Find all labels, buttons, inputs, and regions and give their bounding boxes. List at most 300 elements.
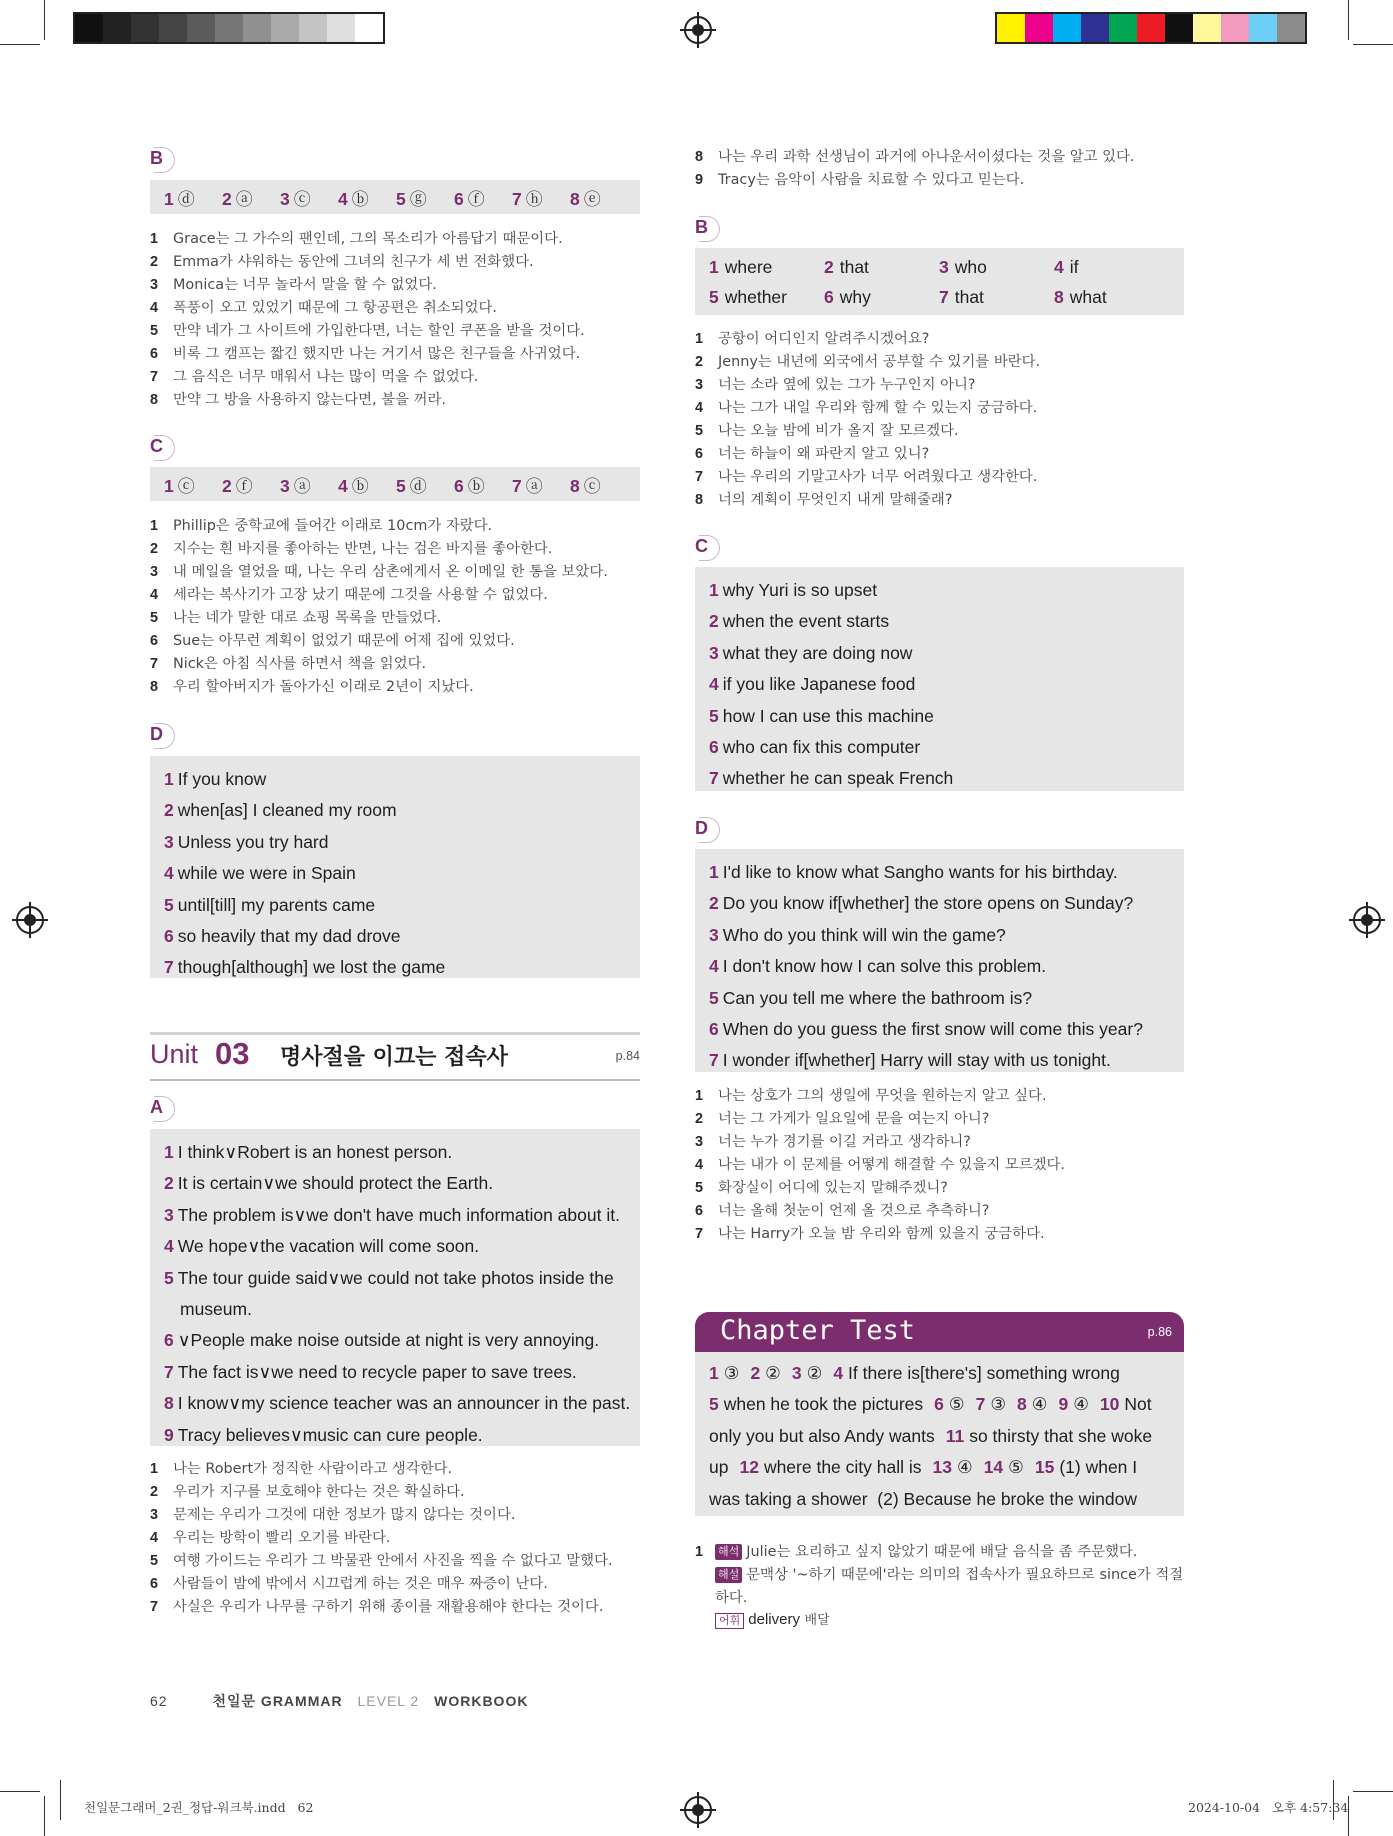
answer-item bbox=[338, 185, 396, 210]
answer-choice: ⓒ bbox=[583, 476, 601, 497]
item-number: 5 bbox=[164, 1267, 174, 1288]
c-answer-line bbox=[709, 732, 1170, 763]
answer-number: 2 bbox=[222, 475, 232, 496]
d-answer-line bbox=[709, 951, 1170, 982]
commentary-tag: 해설 bbox=[715, 1567, 742, 1583]
translation-text: 너는 소라 옆에 있는 그가 누구인지 아니? bbox=[718, 377, 976, 393]
ct-answer: so thirsty that she woke bbox=[969, 1425, 1153, 1446]
unit-number: 03 bbox=[215, 1036, 250, 1071]
d-answer-line bbox=[164, 764, 626, 795]
item-number: 5 bbox=[709, 286, 719, 307]
item-number: 3 bbox=[939, 256, 949, 277]
item-number: 1 bbox=[709, 862, 719, 882]
answer-choice: ⓗ bbox=[525, 189, 543, 210]
item-text: when the event starts bbox=[722, 611, 890, 632]
item-number: 9 bbox=[164, 1424, 174, 1445]
answer-choice: ⓐ bbox=[235, 189, 253, 210]
translation-number: 6 bbox=[150, 346, 159, 362]
d-answer-line bbox=[709, 920, 1170, 951]
answer-number: 6 bbox=[454, 475, 464, 496]
item-text: why Yuri is so upset bbox=[722, 580, 878, 600]
a-answer-line bbox=[164, 1325, 626, 1356]
item-number: 6 bbox=[164, 925, 174, 946]
translation-text: 나는 우리의 기말고사가 너무 어려웠다고 생각한다. bbox=[718, 469, 1038, 485]
gray-swatch bbox=[299, 14, 327, 42]
item-text: how I can use this machine bbox=[722, 705, 934, 726]
translation-line bbox=[695, 1200, 1065, 1223]
item-text: The problem is∨we don't have much information about it. bbox=[177, 1204, 620, 1225]
crop-mark bbox=[1353, 44, 1393, 45]
chapter-test-line-3 bbox=[709, 1421, 1170, 1452]
translation-line bbox=[150, 343, 585, 366]
footer-book: WORKBOOK bbox=[434, 1693, 529, 1709]
translation-number: 7 bbox=[150, 369, 159, 385]
translation-number: 5 bbox=[150, 610, 159, 626]
gray-swatch bbox=[327, 14, 355, 42]
color-swatch bbox=[1221, 14, 1249, 42]
b-answer-item bbox=[939, 257, 1054, 278]
translation-line bbox=[695, 1177, 1065, 1200]
translation-text: 나는 내가 이 문제를 어떻게 해결할 수 있을지 모르겠다. bbox=[718, 1157, 1066, 1173]
translation-line bbox=[695, 1131, 1065, 1154]
answer-choice: ⓐ bbox=[525, 476, 543, 497]
translation-text: 화장실이 어디에 있는지 말해주겠니? bbox=[718, 1180, 948, 1196]
answer-number: 4 bbox=[338, 475, 348, 496]
ct-answer: (1) when I bbox=[1059, 1457, 1138, 1478]
crop-mark bbox=[44, 1796, 45, 1836]
answer-number: 4 bbox=[338, 188, 348, 209]
translation-number: 3 bbox=[695, 1134, 704, 1150]
translation-line bbox=[150, 630, 608, 653]
translation-line bbox=[695, 146, 1135, 169]
translation-number: 2 bbox=[695, 354, 704, 370]
item-number: 2 bbox=[709, 611, 719, 632]
answer-choice: ⓒ bbox=[293, 189, 311, 210]
translation-text: 우리는 방학이 빨리 오기를 바란다. bbox=[173, 1530, 391, 1546]
item-number: 5 bbox=[164, 894, 174, 915]
translation-line bbox=[150, 676, 608, 699]
translation-number: 3 bbox=[150, 1507, 159, 1523]
item-number: 7 bbox=[709, 1050, 719, 1071]
translation-line bbox=[150, 1573, 613, 1596]
answer-item bbox=[280, 472, 338, 497]
section-b-translations bbox=[150, 228, 585, 412]
c-answer-line bbox=[709, 669, 1170, 700]
c-answer-line bbox=[709, 606, 1170, 637]
chapter-test-answer-box bbox=[695, 1352, 1184, 1516]
translation-number: 8 bbox=[695, 149, 704, 165]
chapter-test-header bbox=[695, 1312, 1184, 1352]
answer-item bbox=[222, 185, 280, 210]
answer-number: 5 bbox=[396, 475, 406, 496]
item-number: 4 bbox=[164, 1236, 174, 1257]
answer-number: 2 bbox=[222, 188, 232, 209]
c-answer-line bbox=[709, 638, 1170, 669]
item-number: 4 bbox=[709, 674, 719, 695]
section-c-answer-box bbox=[150, 467, 640, 501]
item-text: whether bbox=[724, 286, 787, 307]
translation-number: 3 bbox=[150, 277, 159, 293]
item-number: 4 bbox=[164, 863, 174, 884]
b-answer-item bbox=[709, 257, 824, 278]
item-number: 2 bbox=[164, 1173, 174, 1194]
registration-mark-top-icon bbox=[684, 16, 712, 44]
ct-number: 4 bbox=[833, 1363, 844, 1383]
item-number: 5 bbox=[709, 705, 719, 726]
translation-line bbox=[150, 1596, 613, 1619]
translation-number: 9 bbox=[695, 172, 704, 188]
translation-number: 6 bbox=[695, 446, 704, 462]
d-answer-line bbox=[164, 952, 626, 983]
translation-number: 1 bbox=[695, 331, 704, 347]
item-text: why bbox=[839, 286, 871, 307]
color-swatch bbox=[1277, 14, 1305, 42]
translation-number: 6 bbox=[150, 1576, 159, 1592]
answer-choice: ⓑ bbox=[467, 476, 485, 497]
translation-line bbox=[150, 1458, 613, 1481]
ct-answer: Not bbox=[1124, 1394, 1152, 1415]
translation-number: 3 bbox=[695, 377, 704, 393]
ct-number: 9 bbox=[1058, 1394, 1069, 1415]
chapter-test-line-2 bbox=[709, 1389, 1170, 1420]
answer-choice: ⓐ bbox=[293, 476, 311, 497]
item-text: that bbox=[839, 256, 869, 277]
translation-number: 2 bbox=[695, 1111, 704, 1127]
section-a-label: A bbox=[150, 1097, 174, 1121]
a-answer-line bbox=[164, 1294, 626, 1325]
d-answer-line bbox=[709, 1045, 1170, 1076]
vocab-meaning: 배달 bbox=[804, 1613, 830, 1629]
page-footer bbox=[150, 1691, 528, 1711]
translation-text: 여행 가이드는 우리가 그 박물관 안에서 사진을 찍을 수 없다고 말했다. bbox=[173, 1553, 613, 1569]
ct-answer: ⑤ bbox=[1008, 1457, 1024, 1478]
translation-number: 5 bbox=[150, 1553, 159, 1569]
translation-line bbox=[695, 1223, 1065, 1246]
translation-line bbox=[695, 397, 1040, 420]
translation-text: 사람들이 밤에 밖에서 시끄럽게 하는 것은 매우 짜증이 난다. bbox=[173, 1576, 548, 1592]
item-text: The tour guide said∨we could not take photos inside the bbox=[177, 1267, 614, 1288]
translation-text: 나는 우리 과학 선생님이 과거에 아나운서이셨다는 것을 알고 있다. bbox=[718, 149, 1135, 165]
d-answer-line bbox=[164, 827, 626, 858]
translation-line bbox=[695, 1085, 1065, 1108]
explanation-number: 1 bbox=[695, 1544, 704, 1560]
a-answer-line bbox=[164, 1357, 626, 1388]
translation-number: 8 bbox=[150, 679, 159, 695]
answer-number: 1 bbox=[164, 188, 174, 209]
ct-answer: ④ bbox=[1031, 1394, 1048, 1415]
crop-mark bbox=[44, 0, 45, 40]
ct-number: 11 bbox=[945, 1425, 965, 1446]
item-number: 7 bbox=[164, 1361, 174, 1382]
chapter-test-page-ref: p.86 bbox=[1147, 1325, 1172, 1339]
answer-item bbox=[512, 185, 570, 210]
item-text: who can fix this computer bbox=[722, 736, 921, 757]
answer-item bbox=[396, 185, 454, 210]
a-answer-line bbox=[164, 1388, 631, 1419]
color-swatch bbox=[997, 14, 1025, 42]
translation-line bbox=[150, 561, 608, 584]
translation-text: 우리 할아버지가 돌아가신 이래로 2년이 지났다. bbox=[173, 679, 474, 695]
translation-line bbox=[150, 607, 608, 630]
translation-number: 6 bbox=[150, 633, 159, 649]
item-text: what bbox=[1069, 286, 1107, 307]
ct-number: 12 bbox=[739, 1457, 759, 1478]
answer-choice: ⓒ bbox=[177, 476, 195, 497]
item-number: 1 bbox=[709, 580, 719, 600]
section-a-translations-continued bbox=[695, 146, 1135, 192]
item-text: ∨People make noise outside at night is very annoying. bbox=[177, 1330, 600, 1351]
item-text: I wonder if[whether] Harry will stay with us tonight. bbox=[722, 1050, 1111, 1071]
translation-text: 공항이 어디인지 알려주시겠어요? bbox=[718, 331, 930, 347]
translation-line bbox=[150, 584, 608, 607]
translation-text: 나는 오늘 밤에 비가 올지 잘 모르겠다. bbox=[718, 423, 959, 439]
item-number: 2 bbox=[824, 256, 834, 277]
translation-text: 나는 네가 말한 대로 쇼핑 목록을 만들었다. bbox=[173, 610, 442, 626]
chapter-test-title: Chapter Test bbox=[720, 1315, 916, 1346]
translation-text: 사실은 우리가 나무를 구하기 위해 종이를 재활용해야 한다는 것이다. bbox=[173, 1599, 604, 1615]
a-answer-line bbox=[164, 1137, 626, 1168]
explanation-commentary: 문맥상 '~하기 때문에'라는 의미의 접속사가 필요하므로 since가 적절 bbox=[746, 1566, 1184, 1583]
item-number: 2 bbox=[164, 800, 174, 821]
d-answer-line bbox=[709, 1014, 1170, 1045]
right-section-c-label: C bbox=[695, 536, 719, 560]
translation-line bbox=[695, 1108, 1065, 1131]
ct-number: 2 bbox=[750, 1363, 761, 1383]
item-number: 7 bbox=[939, 286, 949, 307]
registration-mark-left-icon bbox=[16, 906, 44, 934]
translation-line bbox=[150, 1504, 613, 1527]
item-number: 3 bbox=[709, 924, 719, 945]
item-text: When do you guess the first snow will come this year? bbox=[722, 1018, 1143, 1039]
translation-text: Emma가 샤워하는 동안에 그녀의 친구가 세 번 전화했다. bbox=[173, 254, 534, 270]
answer-item bbox=[222, 472, 280, 497]
translation-line bbox=[150, 228, 585, 251]
answer-number: 7 bbox=[512, 188, 522, 209]
ct-number: 1 bbox=[709, 1363, 719, 1383]
page-number: 62 bbox=[150, 1693, 168, 1709]
d-answer-line bbox=[164, 890, 626, 921]
item-text: when[as] I cleaned my room bbox=[177, 800, 397, 821]
ct-answer: ④ bbox=[1073, 1394, 1089, 1415]
answer-item bbox=[164, 472, 222, 497]
ct-answer: ⑤ bbox=[948, 1394, 965, 1415]
item-text: while we were in Spain bbox=[177, 863, 356, 884]
ct-number: 8 bbox=[1017, 1394, 1027, 1415]
translation-number: 4 bbox=[695, 400, 704, 416]
translation-number: 1 bbox=[150, 231, 159, 247]
gray-swatch bbox=[187, 14, 215, 42]
right-section-d-label: D bbox=[695, 818, 719, 842]
translation-line bbox=[150, 251, 585, 274]
answer-number: 6 bbox=[454, 188, 464, 209]
item-number: 1 bbox=[164, 769, 174, 789]
item-number: 7 bbox=[164, 957, 174, 978]
translation-number: 4 bbox=[150, 300, 159, 316]
item-number: 6 bbox=[824, 286, 834, 307]
translation-text: 우리가 지구를 보호해야 한다는 것은 확실하다. bbox=[173, 1484, 465, 1500]
item-text: The fact is∨we need to recycle paper to save trees. bbox=[177, 1361, 577, 1382]
translation-line bbox=[695, 351, 1040, 374]
translation-number: 8 bbox=[695, 492, 704, 508]
gray-swatch bbox=[215, 14, 243, 42]
item-text: If you know bbox=[177, 769, 267, 789]
color-swatch bbox=[1081, 14, 1109, 42]
section-d-label: D bbox=[150, 724, 174, 748]
ct-answer: ② bbox=[806, 1363, 823, 1383]
translation-text: Tracy는 음악이 사람을 치료할 수 있다고 믿는다. bbox=[718, 172, 1025, 188]
translation-number: 7 bbox=[150, 656, 159, 672]
ct-number: 5 bbox=[709, 1394, 719, 1415]
b-answer-item bbox=[939, 287, 1054, 308]
ct-answer: If there is[there's] something wrong bbox=[848, 1363, 1120, 1383]
translation-number: 5 bbox=[695, 1180, 704, 1196]
vocab-tag: 어휘 bbox=[715, 1613, 744, 1629]
translation-text: 나는 그가 내일 우리와 함께 할 수 있는지 궁금하다. bbox=[718, 400, 1038, 416]
answer-choice: ⓖ bbox=[409, 189, 427, 210]
a-answer-line bbox=[164, 1263, 626, 1294]
unit-label: Unit bbox=[150, 1039, 199, 1069]
item-text: what they are doing now bbox=[722, 642, 913, 663]
translation-text: Nick은 아침 식사를 하면서 책을 읽었다. bbox=[173, 656, 427, 672]
item-number: 6 bbox=[164, 1330, 174, 1351]
b-answer-item bbox=[709, 287, 824, 308]
ct-number: 3 bbox=[791, 1363, 802, 1383]
item-text: Do you know if[whether] the store opens on Sunday? bbox=[722, 893, 1134, 914]
item-text: that bbox=[954, 286, 984, 307]
translation-text: 문제는 우리가 그것에 대한 정보가 많지 않다는 것이다. bbox=[173, 1507, 516, 1523]
d-answer-line bbox=[164, 795, 626, 826]
translation-text: Grace는 그 가수의 팬인데, 그의 목소리가 아름답기 때문이다. bbox=[173, 231, 563, 247]
answer-choice: ⓔ bbox=[583, 189, 601, 210]
translation-text: Phillip은 중학교에 들어간 이래로 10cm가 자랐다. bbox=[173, 518, 493, 534]
translation-text: 너는 하늘이 왜 파란지 알고 있니? bbox=[718, 446, 930, 462]
translation-text: 나는 Robert가 정직한 사람이라고 생각한다. bbox=[173, 1461, 453, 1477]
item-text: if you like Japanese food bbox=[722, 674, 916, 695]
crop-mark bbox=[1348, 0, 1349, 40]
item-text: It is certain∨we should protect the Earth. bbox=[177, 1173, 494, 1194]
answer-number: 8 bbox=[570, 188, 580, 209]
crop-mark bbox=[1353, 1791, 1393, 1792]
translation-line bbox=[695, 169, 1135, 192]
item-number: 8 bbox=[164, 1393, 174, 1414]
ct-answer: up bbox=[709, 1457, 729, 1478]
answer-number: 1 bbox=[164, 475, 174, 496]
item-text: Who do you think will win the game? bbox=[722, 924, 1006, 945]
translation-line bbox=[695, 489, 1040, 512]
translation-line bbox=[150, 297, 585, 320]
explanation-block bbox=[695, 1541, 1190, 1633]
gray-swatch bbox=[159, 14, 187, 42]
translation-number: 7 bbox=[695, 469, 704, 485]
translation-text: 폭풍이 오고 있었기 때문에 그 항공편은 취소되었다. bbox=[173, 300, 497, 316]
item-text: Can you tell me where the bathroom is? bbox=[722, 987, 1033, 1008]
section-b-answer-box bbox=[150, 180, 640, 214]
item-number: 4 bbox=[709, 956, 719, 977]
footer-level: LEVEL 2 bbox=[357, 1693, 420, 1709]
translation-number: 2 bbox=[150, 541, 159, 557]
item-text: I'd like to know what Sangho wants for his birthday. bbox=[722, 862, 1118, 882]
translation-number: 2 bbox=[150, 254, 159, 270]
translation-line bbox=[150, 1527, 613, 1550]
footer-brand: 천일문 GRAMMAR bbox=[212, 1693, 343, 1709]
item-number: 3 bbox=[164, 831, 174, 852]
translation-number: 1 bbox=[695, 1088, 704, 1104]
answer-choice: ⓓ bbox=[409, 476, 427, 497]
section-c-translations bbox=[150, 515, 608, 699]
translation-text: 세라는 복사기가 고장 났기 때문에 그것을 사용할 수 없었다. bbox=[173, 587, 548, 603]
ct-answer: where the city hall is bbox=[763, 1457, 922, 1478]
translation-line bbox=[150, 320, 585, 343]
registration-mark-bottom-icon bbox=[684, 1796, 712, 1824]
translation-line bbox=[150, 653, 608, 676]
translation-number: 4 bbox=[150, 587, 159, 603]
item-number: 4 bbox=[1054, 256, 1064, 277]
slug-timestamp: 2024-10-04 오후 4:57:34 bbox=[1188, 1800, 1349, 1815]
ct-answer: ③ bbox=[723, 1363, 740, 1383]
translation-line bbox=[695, 1154, 1065, 1177]
item-text: though[although] we lost the game bbox=[177, 957, 446, 978]
translation-number: 1 bbox=[150, 1461, 159, 1477]
slug-file-name: 천일문그래머_2권_정답-워크북.indd 62 bbox=[84, 1800, 314, 1815]
translation-line bbox=[150, 515, 608, 538]
answer-item bbox=[338, 472, 396, 497]
right-section-b-label: B bbox=[695, 217, 719, 241]
color-swatch bbox=[1109, 14, 1137, 42]
gray-swatch bbox=[131, 14, 159, 42]
color-swatch bbox=[1053, 14, 1081, 42]
crop-mark bbox=[60, 1780, 61, 1820]
grayscale-swatch-bar bbox=[73, 12, 385, 44]
translation-text: 내 메일을 열었을 때, 나는 우리 삼촌에게서 온 이메일 한 통을 보았다. bbox=[173, 564, 608, 580]
translation-number: 7 bbox=[150, 1599, 159, 1615]
translation-text: 만약 네가 그 사이트에 가입한다면, 너는 할인 쿠폰을 받을 것이다. bbox=[173, 323, 585, 339]
item-text: whether he can speak French bbox=[722, 768, 954, 789]
d-answer-line bbox=[709, 888, 1170, 919]
item-number: 2 bbox=[709, 893, 719, 914]
item-number: 1 bbox=[709, 256, 719, 277]
translation-tag: 해석 bbox=[715, 1544, 742, 1560]
crop-mark bbox=[0, 1791, 40, 1792]
chapter-test-line-1 bbox=[709, 1358, 1170, 1389]
b-answer-item bbox=[824, 287, 939, 308]
answer-choice: ⓕ bbox=[235, 476, 253, 497]
translation-number: 2 bbox=[150, 1484, 159, 1500]
answer-number: 3 bbox=[280, 188, 290, 209]
c-answer-line bbox=[709, 701, 1170, 732]
translation-number: 7 bbox=[695, 1226, 704, 1242]
registration-mark-right-icon bbox=[1353, 906, 1381, 934]
color-swatch-bar bbox=[995, 12, 1307, 44]
ct-answer: ② bbox=[765, 1363, 781, 1383]
item-number: 3 bbox=[164, 1204, 174, 1225]
translation-text: Sue는 아무런 계획이 없었기 때문에 어제 집에 있었다. bbox=[173, 633, 515, 649]
c-answer-line bbox=[709, 575, 1170, 606]
item-number: 6 bbox=[709, 1018, 719, 1039]
d-answer-line bbox=[164, 921, 626, 952]
ct-number: 6 bbox=[934, 1394, 944, 1415]
item-text: who bbox=[954, 256, 987, 277]
answer-item bbox=[396, 472, 454, 497]
translation-line bbox=[150, 1481, 613, 1504]
translation-line bbox=[695, 443, 1040, 466]
answer-item bbox=[454, 185, 512, 210]
a-answer-line bbox=[164, 1168, 626, 1199]
translation-number: 8 bbox=[150, 392, 159, 408]
b-answer-item bbox=[1054, 257, 1169, 278]
answer-choice: ⓑ bbox=[351, 189, 369, 210]
translation-line bbox=[695, 420, 1040, 443]
translation-text: 나는 상호가 그의 생일에 무엇을 원하는지 알고 싶다. bbox=[718, 1088, 1047, 1104]
